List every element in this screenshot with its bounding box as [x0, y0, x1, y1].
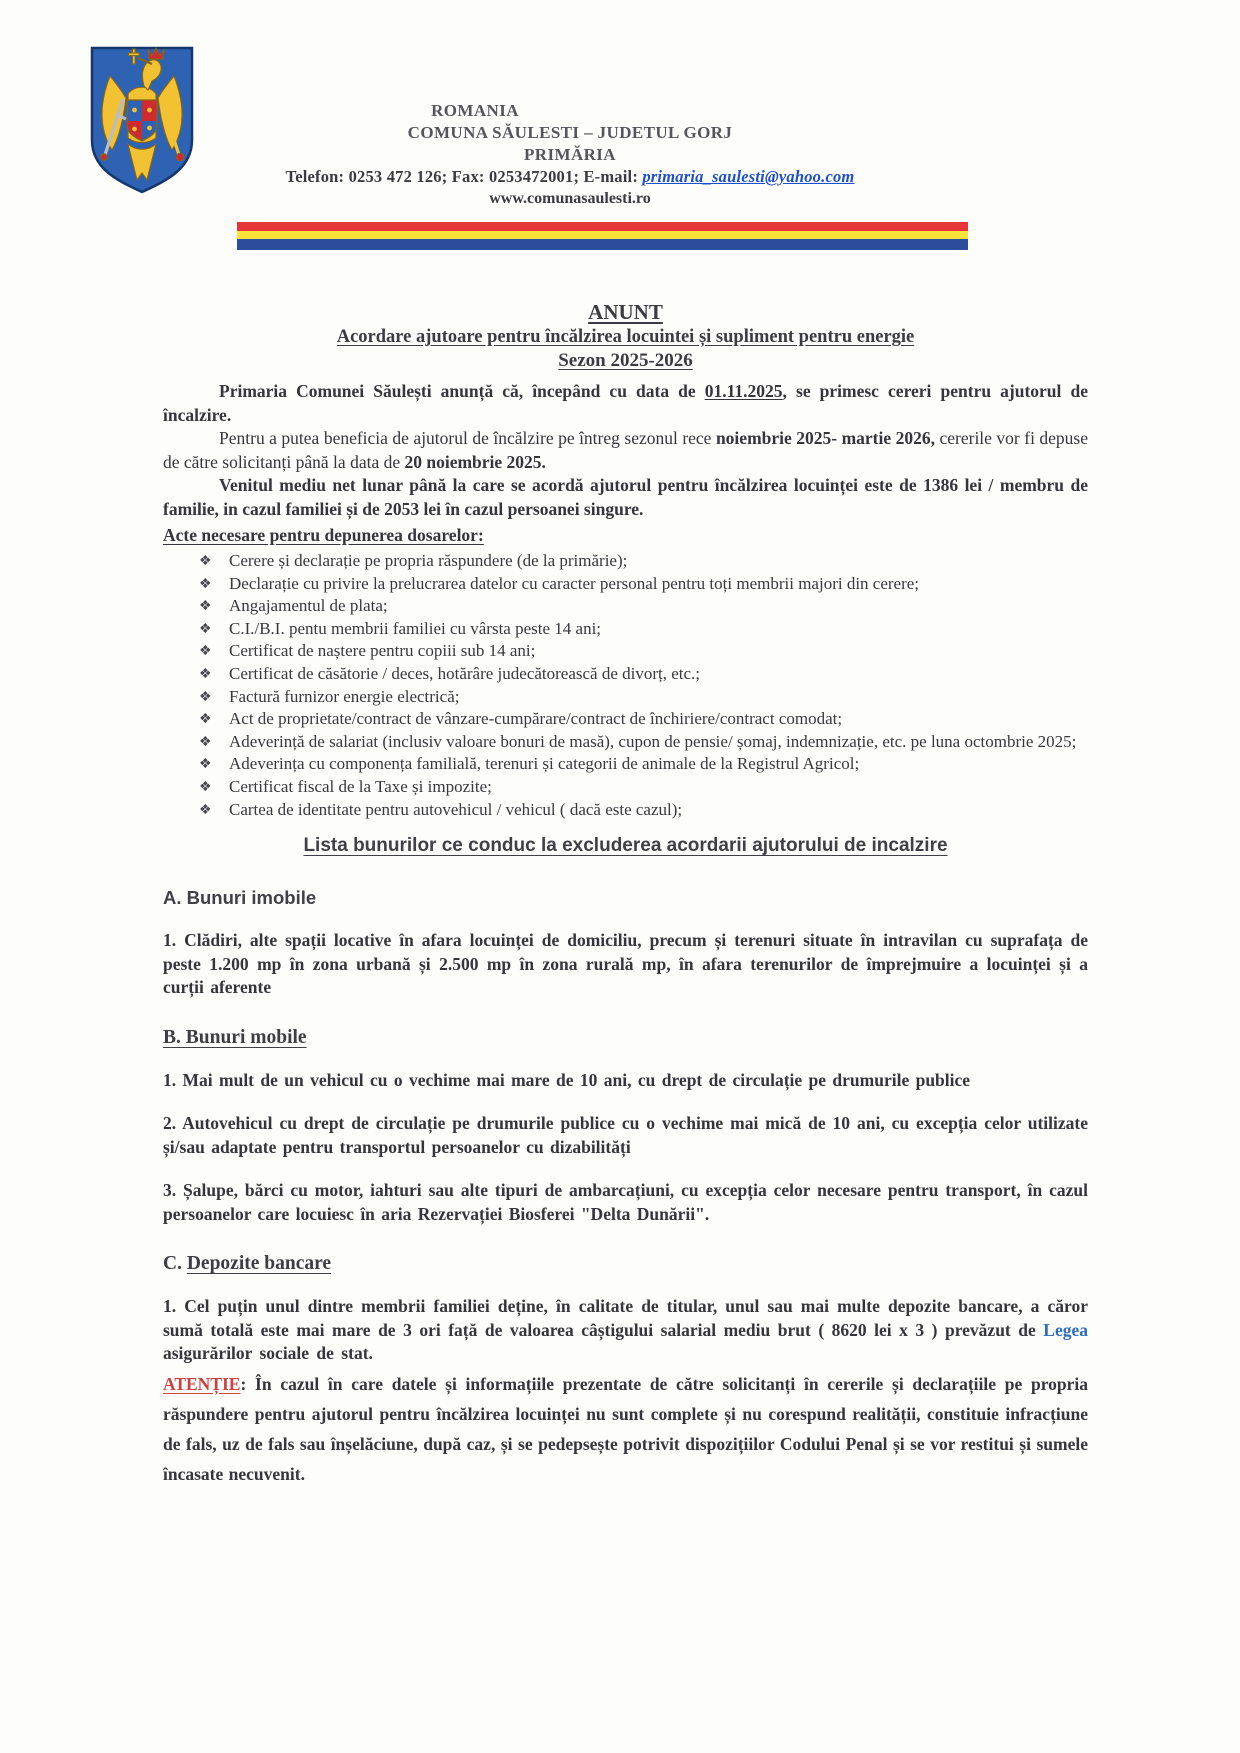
- list-item: ❖ C.I./B.I. pentu membrii familiei cu vârsta peste 14 ani;: [163, 618, 1088, 641]
- documents-list-heading: Acte necesare pentru depunerea dosarelor:: [163, 525, 484, 545]
- list-item: ❖ Certificat fiscal de la Taxe și impozite;: [163, 776, 1088, 799]
- exclusion-list-heading: Lista bunurilor ce conduc la excluderea acordarii ajutorului de incalzire: [303, 835, 948, 857]
- diamond-bullet-icon: ❖: [199, 644, 212, 660]
- diamond-bullet-icon: ❖: [199, 757, 212, 773]
- section-b-paragraph-2: 2. Autovehicul cu drept de circulație pe drumurile publice cu o vechime mai mică de 10 ani, cu excepția celor utilizate și/sau adaptate pentru transportul persoanelor cu dizabilități: [163, 1113, 1088, 1157]
- list-item: ❖ Adeverința cu componența familială, terenuri și categorii de animale de la Registrul Agricol;: [163, 753, 1088, 776]
- season-title: Sezon 2025-2026: [558, 350, 693, 371]
- list-item: ❖ Cartea de identitate pentru autovehicul / vehicul ( dacă este cazul);: [163, 799, 1088, 822]
- section-a-paragraph-1: 1. Clădiri, alte spații locative în afara locuinței de domiciliu, precum și terenuri situate în intravilan cu suprafața de peste 1.200 mp în zona urbană și 2.500 mp în zona rurală mp, în afara terenurilor de împrejmuire a locuinței și a curții aferente: [163, 930, 1088, 998]
- page-subtitle: Acordare ajutoare pentru încălzirea locuintei și supliment pentru energie: [336, 327, 915, 347]
- diamond-bullet-icon: ❖: [199, 599, 212, 615]
- list-item: ❖ Factură furnizor energie electrică;: [163, 686, 1088, 709]
- list-item: ❖ Declarație cu privire la prelucrarea datelor cu caracter personal pentru toți membrii majori din cerere;: [163, 573, 1088, 596]
- season-range: noiembrie 2025- martie 2026,: [715, 428, 935, 448]
- attention-paragraph: ATENȚIE: În cazul în care datele și informațiile prezentate de către solicitanți în cererile și declarațiile pe propria răspundere pentru ajutorul pentru încălzirea locuinței nu sunt complete și nu corespund realității, constituie infracțiune de fals, uz de fals sau înșelăciune, după caz, și se pedepsește potrivit dispozițiilor Codului Penal și se vor restitui și sumele încasate necuvenit.: [163, 1373, 1089, 1484]
- diamond-bullet-icon: ❖: [199, 779, 212, 795]
- attention-label: ATENȚIE: [163, 1373, 241, 1394]
- list-item: ❖ Act de proprietate/contract de vânzare-cumpărare/contract de închiriere/contract comodat;: [163, 708, 1088, 731]
- diamond-bullet-icon: ❖: [199, 666, 212, 682]
- document-body: [0, 300, 1240, 1489]
- website: www.comunasaulesti.ro: [489, 190, 651, 207]
- intro-paragraph-1: Primaria Comunei Săulești anunță că, începând cu data de 01.11.2025, se primesc cereri pentru ajutorul de încalzire.: [163, 381, 1088, 425]
- country-name: ROMANIA: [431, 101, 519, 120]
- diamond-bullet-icon: ❖: [199, 734, 212, 750]
- diamond-bullet-icon: ❖: [199, 554, 212, 569]
- list-item: ❖ Certificat de căsătorie / deces, hotărâre judecătorească de divorț, etc.;: [163, 663, 1088, 686]
- law-reference: Legea: [1043, 1319, 1088, 1340]
- email-link[interactable]: primaria_saulesti@yahoo.com: [642, 167, 855, 186]
- section-b-heading: B. Bunuri mobile: [163, 1026, 307, 1048]
- page-title: ANUNT: [588, 300, 663, 324]
- section-b-paragraph-1: 1. Mai mult de un vehicul cu o vechime mai mare de 10 ani, cu drept de circulație pe drumurile publice: [163, 1069, 971, 1090]
- section-c-heading: C. Depozite bancare: [163, 1253, 332, 1275]
- tricolor-stripe-red: [237, 222, 968, 231]
- section-c-letter: C.: [163, 1253, 182, 1275]
- tricolor-stripe-yellow: [237, 231, 968, 239]
- tricolor-band: [237, 222, 968, 250]
- section-c-paragraph-1: 1. Cel puțin unul dintre membrii familiei deține, în calitate de titular, unul sau mai multe depozite bancare, a căror sumă totală este mai mare de 3 ori față de valoarea câștigului salarial mediu brut ( 8620 lei x 3 ) prevăzut de Legea asigurărilor sociale de stat.: [163, 1296, 1088, 1364]
- letterhead: [240, 0, 900, 209]
- documents-list: [163, 550, 1088, 821]
- diamond-bullet-icon: ❖: [199, 689, 212, 705]
- diamond-bullet-icon: ❖: [199, 712, 212, 728]
- contact-line: [240, 166, 900, 188]
- commune-name: COMUNA SĂULESTI – JUDETUL GORJ: [407, 123, 733, 142]
- office-name: PRIMĂRIA: [524, 145, 616, 164]
- diamond-bullet-icon: ❖: [199, 576, 212, 592]
- list-item: ❖ Cerere și declarație pe propria răspundere (de la primărie);: [163, 550, 1088, 573]
- diamond-bullet-icon: ❖: [199, 621, 212, 637]
- diamond-bullet-icon: ❖: [199, 802, 212, 818]
- list-item: ❖ Certificat de naștere pentru copiii sub 14 ani;: [163, 640, 1088, 663]
- section-b-paragraph-3: 3. Șalupe, bărci cu motor, iahturi sau alte tipuri de ambarcațiuni, cu excepția celor necesare pentru transport, în cazul persoanelor care locuiesc în aria Rezervației Biosferei "Delta Dunării".: [163, 1180, 1088, 1224]
- tricolor-stripe-blue: [237, 239, 968, 250]
- list-item: ❖ Adeverință de salariat (inclusiv valoare bonuri de masă), cupon de pensie/ șomaj, indemnizație, etc. pe luna octombrie 2025;: [163, 731, 1088, 754]
- start-date: 01.11.2025: [704, 381, 783, 401]
- intro-paragraph-3: Venitul mediu net lunar până la care se acordă ajutorul pentru încălzirea locuinței este de 1386 lei / membru de familie, in cazul familiei și de 2053 lei în cazul persoanei singure.: [163, 475, 1088, 519]
- deadline-date: 20 noiembrie 2025.: [404, 451, 546, 472]
- contact-prefix: Telefon: 0253 472 126; Fax: 0253472001; E-mail:: [285, 167, 643, 186]
- section-a-heading: A. Bunuri imobile: [163, 887, 317, 909]
- intro-paragraph-2: Pentru a putea beneficia de ajutorul de încălzire pe întreg sezonul rece noiembrie 2025- martie 2026, cererile vor fi depuse de către solicitanți până la data de 20 noiembrie 2025.: [163, 428, 1089, 472]
- list-item: ❖ Angajamentul de plata;: [163, 595, 1088, 618]
